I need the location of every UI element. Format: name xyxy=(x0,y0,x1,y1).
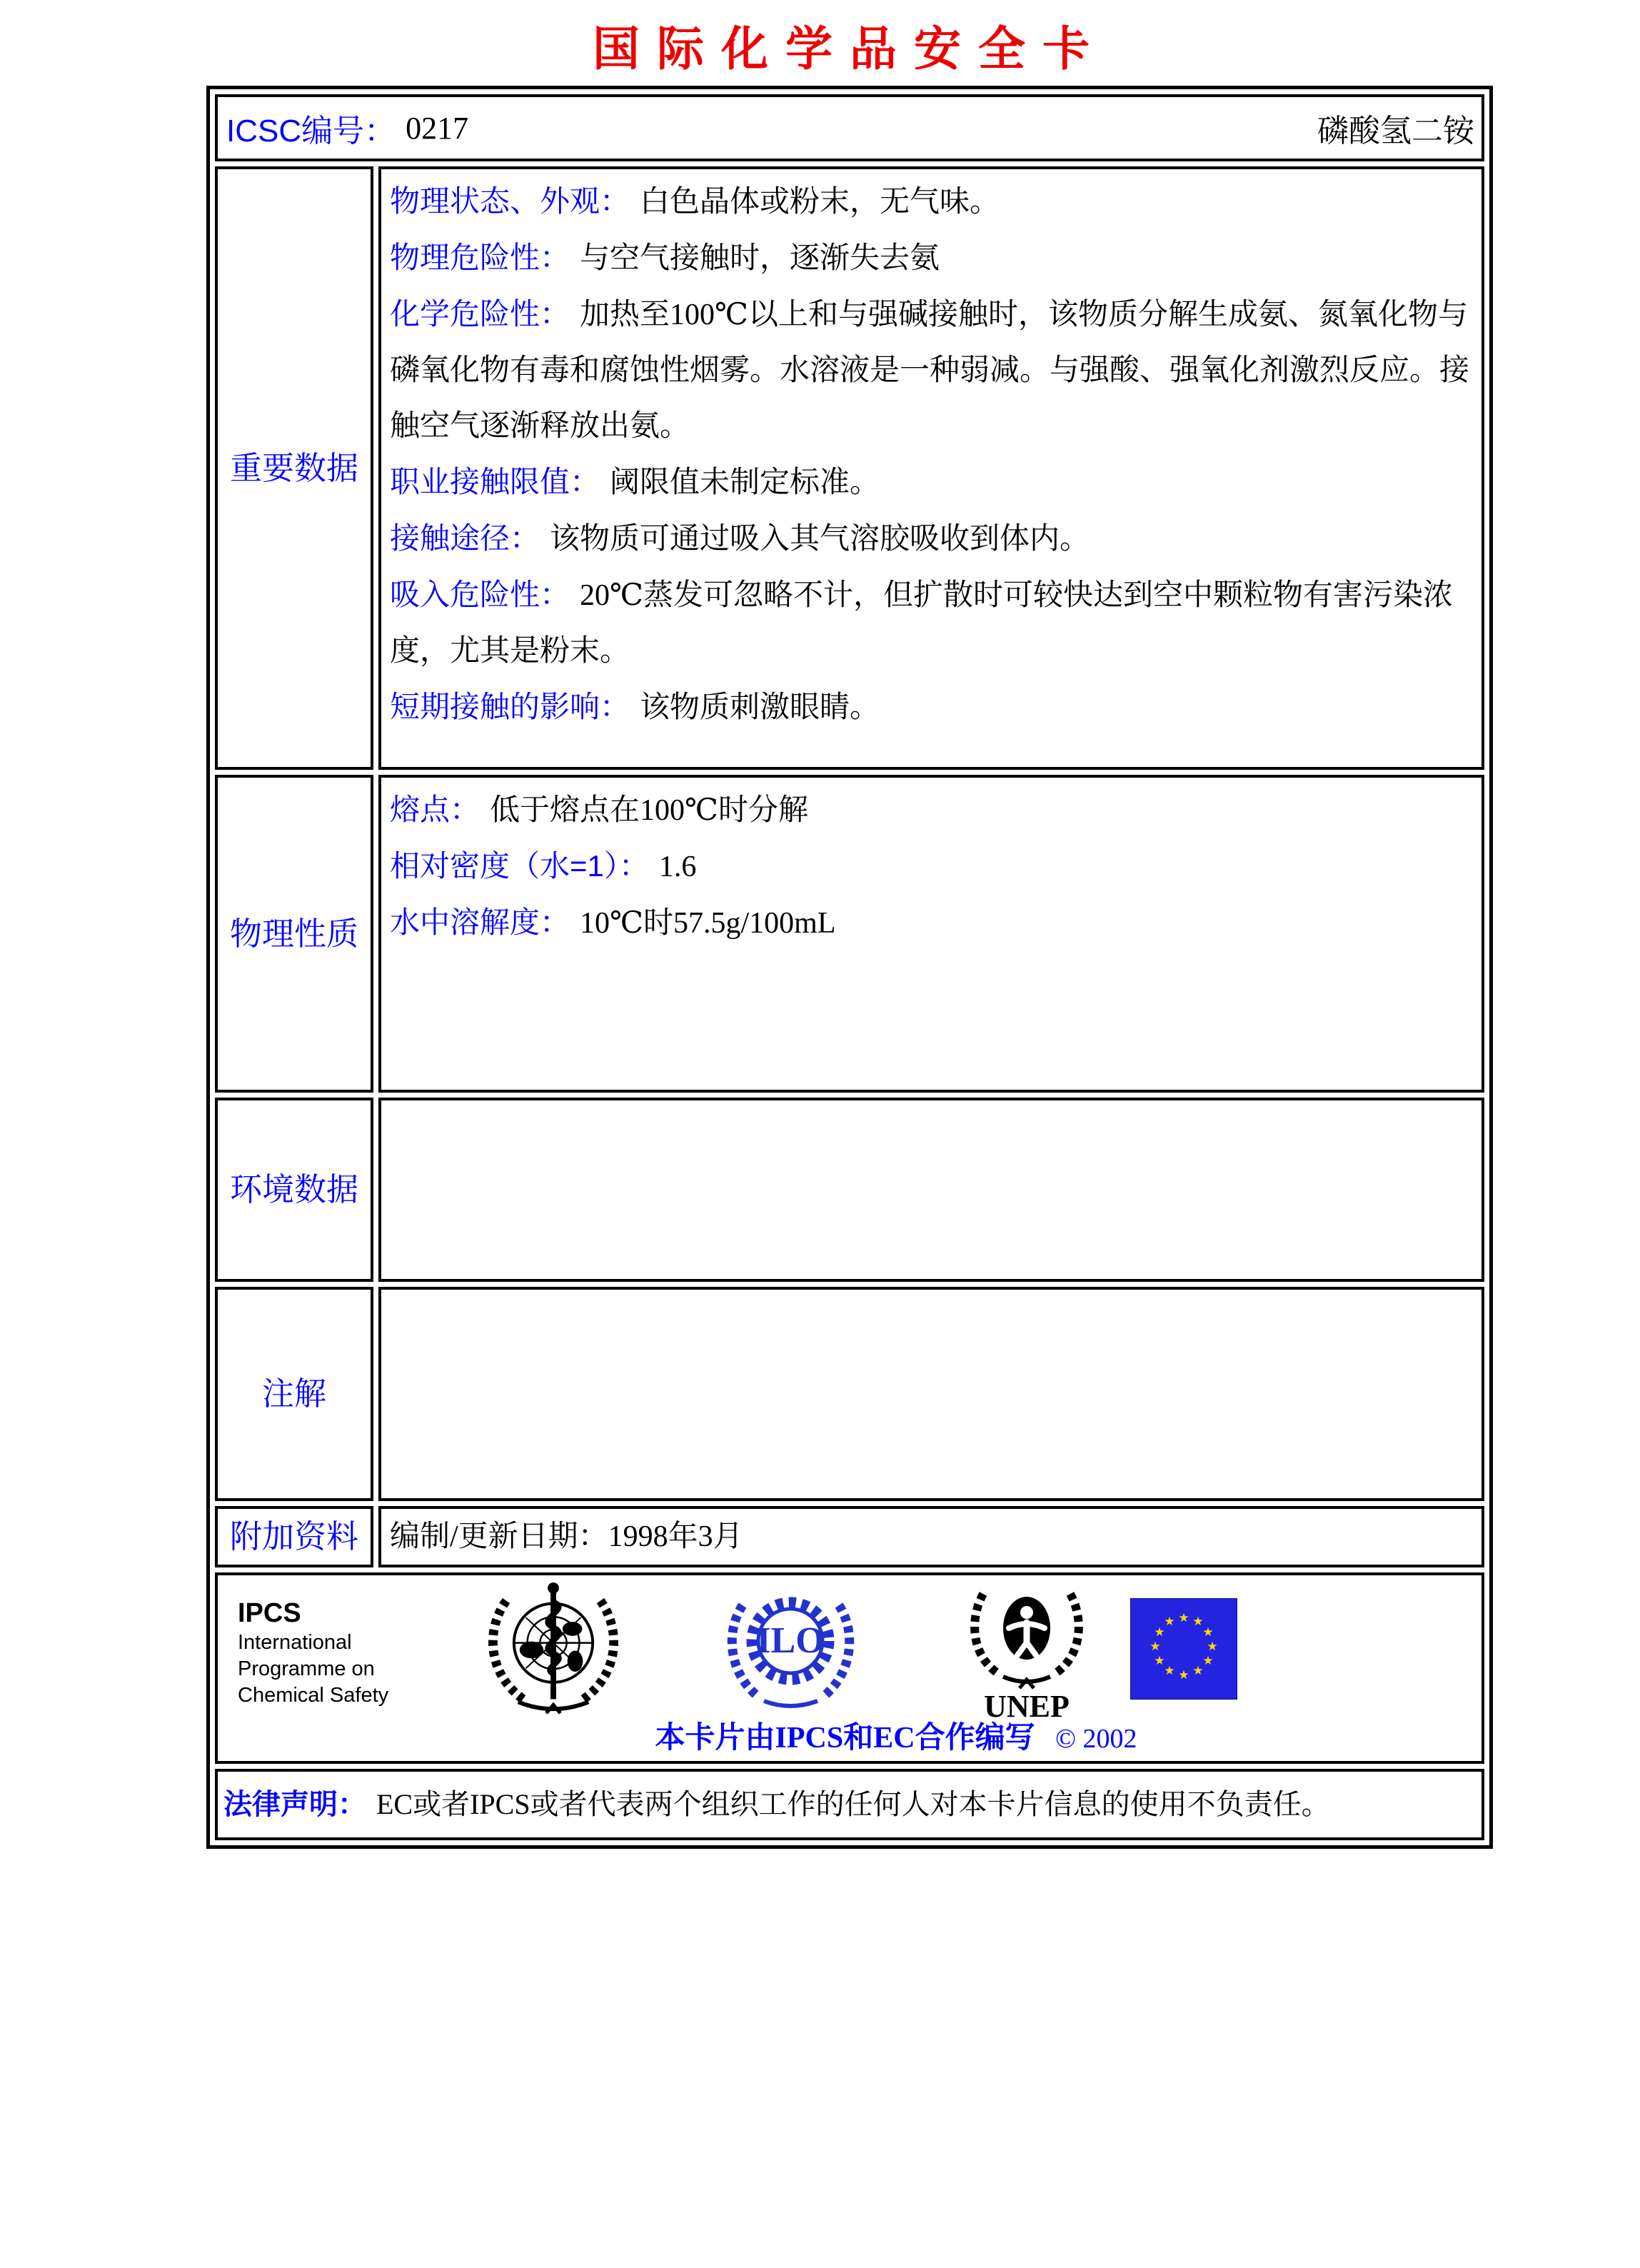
field-label: 物理危险性： xyxy=(390,241,570,274)
section-label-environmental-data: 环境数据 xyxy=(215,1098,373,1282)
ilo-logo-icon xyxy=(721,1585,860,1715)
section-label-physical-properties: 物理性质 xyxy=(215,775,373,1093)
section-content-physical-properties xyxy=(378,775,1484,1093)
unep-logo-icon xyxy=(966,1582,1087,1722)
ipcs-line: Programme on xyxy=(238,1657,375,1680)
section-content-notes xyxy=(378,1287,1484,1501)
field-chemical-hazard xyxy=(390,286,1473,454)
icsc-number-label: ICSC编号： xyxy=(226,114,396,149)
unep-letters: UNEP xyxy=(984,1689,1070,1722)
svg-text:★: ★ xyxy=(1178,1611,1189,1625)
field-inhalation-risk xyxy=(390,567,1473,679)
chemical-name: 磷酸氢二铵 xyxy=(1317,114,1474,149)
ipcs-acronym: IPCS xyxy=(238,1598,301,1628)
field-label: 物理状态、外观： xyxy=(390,184,630,218)
svg-text:★: ★ xyxy=(1192,1664,1204,1678)
important-data-row xyxy=(215,166,1484,770)
additional-info-row xyxy=(215,1506,1484,1567)
update-date-text: 编制/更新日期：1998年3月 xyxy=(390,1520,743,1553)
legal-text: EC或者IPCS或者代表两个组织工作的任何人对本卡片信息的使用不负责任。 xyxy=(376,1788,1330,1820)
field-short-term-effects xyxy=(390,679,1473,736)
svg-text:★: ★ xyxy=(1202,1625,1214,1640)
legal-label: 法律声明： xyxy=(223,1789,366,1820)
field-label: 相对密度（水=1）： xyxy=(390,849,649,883)
svg-text:★: ★ xyxy=(1192,1615,1204,1629)
field-value: 1.6 xyxy=(658,850,697,883)
field-label: 吸入危险性： xyxy=(390,578,570,611)
svg-text:★: ★ xyxy=(1149,1640,1161,1654)
field-label: 水中溶解度： xyxy=(390,905,570,939)
svg-text:★: ★ xyxy=(1164,1615,1175,1629)
svg-text:★: ★ xyxy=(1154,1654,1165,1668)
field-label: 职业接触限值： xyxy=(390,465,600,498)
section-content-environmental-data xyxy=(378,1098,1484,1282)
legal-row xyxy=(215,1769,1484,1840)
header-row xyxy=(215,94,1484,161)
section-content-additional-info xyxy=(378,1506,1484,1567)
environmental-data-row xyxy=(215,1098,1484,1282)
section-label-notes: 注解 xyxy=(215,1287,373,1501)
field-relative-density xyxy=(390,838,1473,895)
field-occupational-limit xyxy=(390,454,1473,511)
logos-cell xyxy=(215,1572,1484,1764)
icsc-number-value: 0217 xyxy=(406,110,469,146)
field-value: 低于熔点在100℃时分解 xyxy=(490,794,808,827)
ipcs-line: Chemical Safety xyxy=(238,1684,389,1707)
ilo-letters: ILO xyxy=(756,1620,825,1661)
field-value: 20℃蒸发可忽略不计，但扩散时可较快达到空中颗粒物有害污染浓度，尤其是粉末。 xyxy=(390,579,1454,668)
who-logo-icon xyxy=(478,1581,628,1718)
svg-text:★: ★ xyxy=(1207,1640,1218,1654)
field-physical-state xyxy=(390,174,1473,230)
field-melting-point xyxy=(390,782,1473,838)
legal-cell xyxy=(215,1769,1484,1840)
ipcs-wordmark xyxy=(238,1597,388,1709)
field-label: 短期接触的影响： xyxy=(390,690,630,723)
field-value: 10℃时57.5g/100mL xyxy=(580,907,836,940)
credit-line xyxy=(218,1714,1481,1757)
page-title: 国际化学品安全卡 xyxy=(593,21,1107,76)
credit-text: 本卡片由IPCS和EC合作编写 xyxy=(655,1722,1035,1755)
field-value: 与空气接触时，逐渐失去氨 xyxy=(580,242,940,275)
svg-text:★: ★ xyxy=(1154,1625,1165,1640)
section-label-important-data: 重要数据 xyxy=(215,166,373,770)
field-value: 白色晶体或粉末，无气味。 xyxy=(640,186,1000,219)
field-value: 该物质可通过吸入其气溶胶吸收到体内。 xyxy=(550,523,1090,556)
field-label: 化学危险性： xyxy=(390,297,570,331)
svg-text:★: ★ xyxy=(1178,1668,1189,1682)
physical-properties-row xyxy=(215,775,1484,1093)
field-label: 熔点： xyxy=(390,793,481,826)
notes-row xyxy=(215,1287,1484,1501)
eu-flag-icon xyxy=(1130,1598,1237,1700)
svg-text:★: ★ xyxy=(1164,1664,1175,1678)
logos-row xyxy=(215,1572,1484,1764)
ipcs-line: International xyxy=(238,1631,352,1654)
svg-text:★: ★ xyxy=(1202,1654,1214,1668)
field-value: 阈限值未制定标准。 xyxy=(610,466,880,499)
field-exposure-route xyxy=(390,511,1473,567)
section-content-important-data xyxy=(378,166,1484,770)
field-value: 该物质刺激眼睛。 xyxy=(640,691,880,724)
field-label: 接触途径： xyxy=(390,521,540,555)
header-cell xyxy=(215,94,1484,161)
icsc-card-page xyxy=(206,0,1493,1849)
icsc-card-table xyxy=(206,86,1493,1849)
field-water-solubility xyxy=(390,895,1473,951)
field-physical-hazard xyxy=(390,230,1473,286)
copyright-text: © 2002 xyxy=(1055,1724,1137,1754)
icsc-number-group xyxy=(226,105,468,151)
field-value: 加热至100℃以上和与强碱接触时，该物质分解生成氨、氮氧化物与磷氧化物有毒和腐蚀性烟雾。水溶液是一种弱减。与强酸、强氧化剂激烈反应。接触空气逐渐释放出氨。 xyxy=(390,298,1470,443)
section-label-additional-info: 附加资料 xyxy=(215,1506,373,1567)
